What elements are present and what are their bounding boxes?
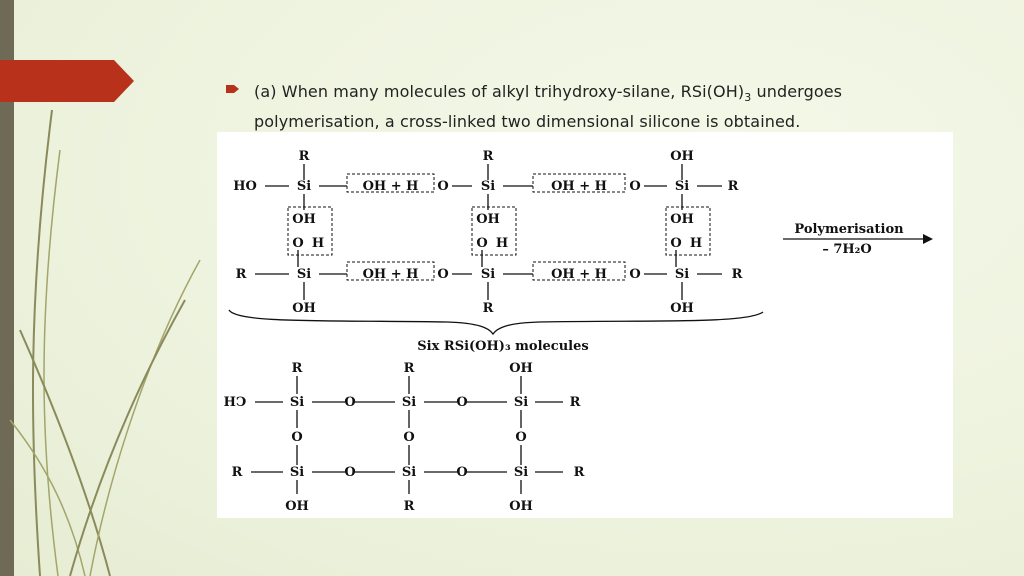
substituent-oh: OH: [509, 499, 533, 514]
bridging-oxygen: O: [456, 395, 468, 410]
substituent-r: R: [482, 149, 494, 164]
silicon-atom: Si: [401, 465, 417, 480]
condensation-pair: OH + H: [551, 267, 607, 282]
substituent-oh: OH: [670, 301, 694, 316]
silicon-atom: Si: [674, 267, 690, 282]
oxygen-atom: O: [437, 267, 449, 282]
hydroxyl-group: OH: [292, 212, 316, 227]
polymerisation-label: Polymerisation: [794, 222, 904, 237]
substituent-r: R: [235, 267, 247, 282]
bridging-oxygen: O: [291, 430, 303, 445]
substituent-r: R: [231, 465, 243, 480]
oxygen-atom: O: [476, 236, 488, 251]
oxygen-atom: O: [629, 179, 641, 194]
substituent-r: R: [569, 395, 581, 410]
hydroxyl-terminal: HO: [233, 179, 257, 194]
substituent-r: R: [298, 149, 310, 164]
substituent-r: R: [403, 361, 415, 376]
bridging-oxygen: O: [403, 430, 415, 445]
arrow-bullet-icon: [226, 84, 240, 94]
substituent-r: R: [291, 361, 303, 376]
bullet-text: [254, 80, 946, 134]
substituent-r: R: [573, 465, 585, 480]
bridging-oxygen: O: [344, 395, 356, 410]
chemistry-figure: [217, 132, 953, 518]
bridging-oxygen: O: [515, 430, 527, 445]
silicon-atom: Si: [296, 267, 312, 282]
water-loss-label: – 7H₂O: [822, 242, 872, 257]
substituent-oh: OH: [285, 499, 309, 514]
hydroxyl-group: OH: [670, 212, 694, 227]
silicon-atom: Si: [480, 179, 496, 194]
silicon-atom: Si: [289, 465, 305, 480]
silicon-atom: Si: [674, 179, 690, 194]
silicon-atom: Si: [401, 395, 417, 410]
substituent-r: R: [727, 179, 739, 194]
title-accent-tab: [0, 60, 134, 102]
substituent-oh: OH: [670, 149, 694, 164]
bullet-subscript: 3: [744, 91, 752, 105]
oxygen-atom: O: [292, 236, 304, 251]
condensation-pair: OH + H: [362, 267, 419, 282]
hydroxyl-group: OH: [476, 212, 500, 227]
oxygen-atom: O: [670, 236, 682, 251]
silicon-atom: Si: [513, 395, 529, 410]
hydrogen-atom: H: [495, 236, 509, 251]
bullet-text-continuation: undergoes polymerisation, a cross-linked two dimensional silicone is obtained.: [254, 82, 843, 132]
bullet-text-main: (a) When many molecules of alkyl trihydroxy-silane, RSi(OH): [254, 82, 745, 101]
silicon-atom: Si: [289, 395, 305, 410]
substituent-oh: OH: [292, 301, 316, 316]
hydrogen-atom: H: [689, 236, 703, 251]
substituent-r: R: [403, 499, 415, 514]
condensation-pair: OH + H: [362, 179, 419, 194]
reaction-arrowhead: [923, 234, 933, 244]
substituent-r: R: [482, 301, 494, 316]
silicone-polymerisation-diagram: [217, 132, 953, 518]
bridging-oxygen: O: [344, 465, 356, 480]
oxygen-atom: O: [437, 179, 449, 194]
condensation-pair: OH + H: [551, 179, 607, 194]
hydroxyl-terminal: HↃ: [223, 395, 247, 410]
silicon-atom: Si: [296, 179, 312, 194]
bridging-oxygen: O: [456, 465, 468, 480]
six-molecules-label: Six RSi(OH)₃ molecules: [417, 339, 589, 354]
substituent-oh: OH: [509, 361, 533, 376]
silicon-atom: Si: [513, 465, 529, 480]
substituent-r: R: [731, 267, 743, 282]
hydrogen-atom: H: [311, 236, 325, 251]
bullet-paragraph: [226, 80, 946, 134]
silicon-atom: Si: [480, 267, 496, 282]
oxygen-atom: O: [629, 267, 641, 282]
